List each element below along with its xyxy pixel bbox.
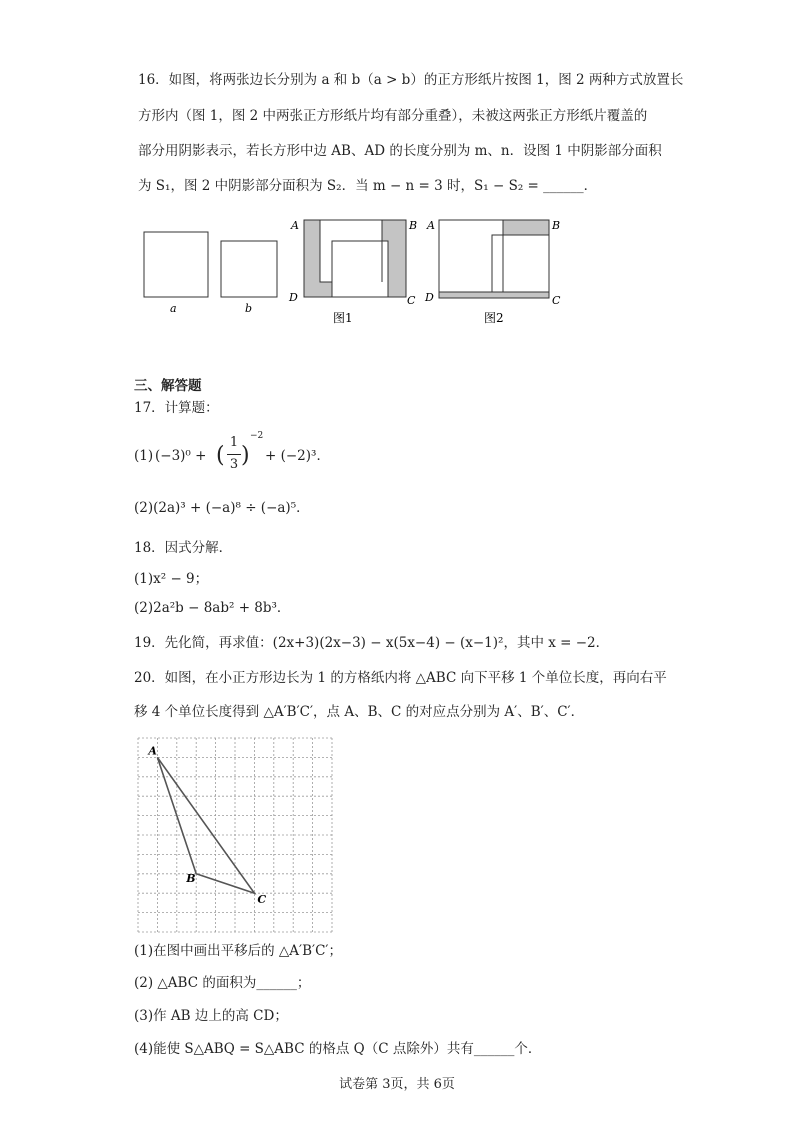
figure-1 (288, 219, 417, 325)
q20-line-1: 20．如图，在小正方形边长为 1 的方格纸内将 △ABC 向下平移 1 个单位长度，再向右平 (134, 670, 667, 686)
triangle-abc (157, 757, 254, 893)
q17-frac-bar (227, 454, 241, 455)
vertex-label-B: B (186, 871, 196, 885)
q16-figure (0, 0, 794, 340)
figure-2 (424, 219, 561, 325)
q20-sub-3: (3)作 AB 边上的高 CD； (134, 1008, 288, 1024)
fig2-label-A: A (427, 219, 435, 232)
q20-grid-figure (136, 736, 336, 936)
q19: 19．先化简，再求值：(2x+3)(2x−3) − x(5x−4) − (x−1)²，其中 x = −2． (134, 635, 610, 651)
label-b: b (245, 302, 253, 315)
label-a: a (170, 302, 177, 315)
q17-paren-left: ( (216, 443, 225, 468)
q16-line-1: 16．如图，将两张边长分别为 a 和 b（a > b）的正方形纸片按图 1，图 2 两种方式放置长 (138, 72, 684, 88)
q17-title: 17．计算题： (134, 400, 219, 416)
q18-part1: (1)x² − 9； (134, 571, 209, 587)
fig1-label-B: B (409, 219, 418, 232)
q17-part1-b: + (−2)³． (265, 448, 330, 464)
q17-paren-right: ) (241, 443, 250, 468)
fig1-label-D: D (289, 291, 298, 304)
section-heading: 三、解答题 (134, 378, 202, 394)
q17-part1-a: (−3)⁰ + (155, 448, 207, 464)
vertex-label-C: C (257, 893, 267, 907)
q18-part2: (2)2a²b − 8ab² + 8b³． (134, 600, 291, 616)
q16-line-3: 部分用阴影表示，若长方形中边 AB、AD 的长度分别为 m、n．设图 1 中阴影部分面积 (138, 143, 662, 159)
q20-sub-2: (2) △ABC 的面积为______； (134, 975, 311, 991)
fig1-caption: 图1 (333, 311, 353, 325)
q17-frac-num: 1 (229, 435, 239, 450)
q17-part2: (2)(2a)³ + (−a)⁸ ÷ (−a)⁵． (134, 500, 310, 516)
q17-part1-label: (1) (134, 448, 154, 464)
vertex-label-A: A (148, 744, 157, 758)
q17-frac-den: 3 (229, 457, 239, 472)
page-footer: 试卷第 3页，共 6页 (339, 1077, 455, 1092)
fig2-label-B: B (552, 219, 561, 232)
fig1-square-b (332, 241, 388, 297)
fig2-label-C: C (552, 294, 561, 307)
fig2-caption: 图2 (484, 311, 504, 325)
q18-title: 18．因式分解． (134, 540, 233, 556)
fig2-label-D: D (425, 291, 434, 304)
q16-line-4: 为 S₁，图 2 中阴影部分面积为 S₂．当 m − n = 3 时，S₁ − S₂ = ______． (138, 178, 598, 194)
q16-line-2: 方形内（图 1，图 2 中两张正方形纸片均有部分重叠），未被这两张正方形纸片覆盖的 (138, 108, 648, 124)
q20-sub-1: (1)在图中画出平移后的 △A′B′C′； (134, 943, 342, 959)
q20-line-2: 移 4 个单位长度得到 △A′B′C′，点 A、B、C 的对应点分别为 A′、B′、C′． (134, 704, 585, 720)
fig2-square-b (492, 235, 549, 292)
square-b (221, 241, 277, 297)
q17-exponent: −2 (250, 431, 264, 441)
fig1-label-A: A (291, 219, 299, 232)
square-a (144, 232, 208, 297)
fig1-label-C: C (407, 294, 416, 307)
q20-sub-4: (4)能使 S△ABQ = S△ABC 的格点 Q（C 点除外）共有______个． (134, 1041, 542, 1057)
